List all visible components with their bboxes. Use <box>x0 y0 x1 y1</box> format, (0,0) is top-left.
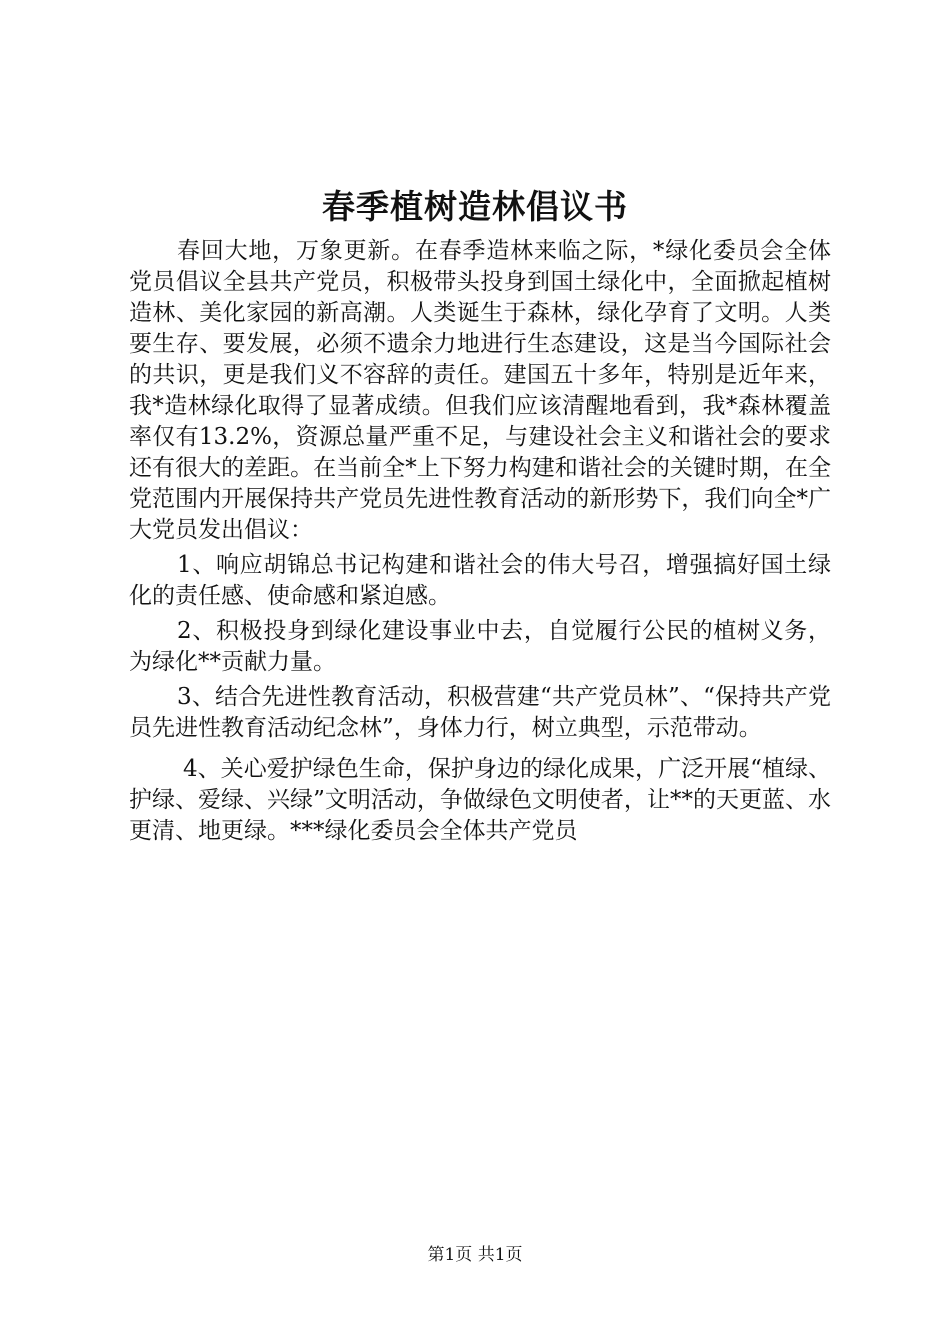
proposal-item-2: 2、积极投身到绿化建设事业中去，自觉履行公民的植树义务，为绿化**贡献力量。 <box>129 618 831 675</box>
proposal-item-4: 4、关心爱护绿色生命，保护身边的绿化成果，广泛开展“植绿、护绿、爱绿、兴绿”文明活动，争做绿色文明使者，让**的天更蓝、水更清、地更绿。***绿化委员会全体共产党员 <box>129 756 831 844</box>
document-body <box>129 236 831 847</box>
page-footer: 第1页 共1页 <box>427 1245 523 1265</box>
proposal-item-3: 3、结合先进性教育活动，积极营建“共产党员林”、“保持共产党员先进性教育活动纪念林”，身体力行，树立典型，示范带动。 <box>129 684 831 741</box>
intro-paragraph: 春回大地，万象更新。在春季造林来临之际，*绿化委员会全体党员倡议全县共产党员，积极带头投身到国土绿化中，全面掀起植树造林、美化家园的新高潮。人类诞生于森林，绿化孕育了文明。人类要生存、要发展，必须不遗余力地进行生态建设，这是当今国际社会的共识，更是我们义不容辞的责任。建国五十多年，特别是近年来，我*造林绿化取得了显著成绩。但我们应该清醒地看到，我*森林覆盖率仅有13.2%，资源总量严重不足，与建设社会主义和谐社会的要求还有很大的差距。在当前全*上下努力构建和谐社会的关键时期，在全党范围内开展保持共产党员先进性教育活动的新形势下，我们向全*广大党员发出倡议： <box>129 238 832 543</box>
document-title: 春季植树造林倡议书 <box>322 187 628 226</box>
proposal-item-1: 1、响应胡锦总书记构建和谐社会的伟大号召，增强搞好国土绿化的责任感、使命感和紧迫感。 <box>129 552 831 609</box>
